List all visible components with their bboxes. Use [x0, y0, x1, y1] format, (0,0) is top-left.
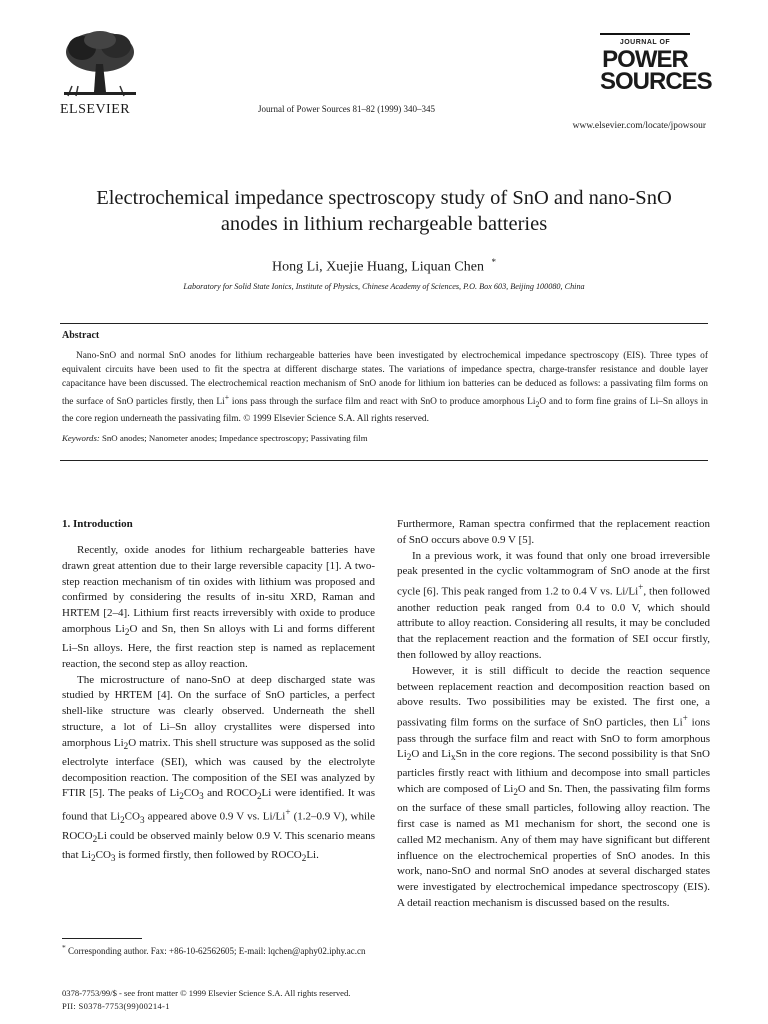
- right-column: [397, 517, 710, 912]
- abstract-bottom-rule: [60, 460, 708, 461]
- keywords-text: SnO anodes; Nanometer anodes; Impedance spectroscopy; Passivating film: [99, 433, 368, 443]
- corresponding-author-mark: *: [491, 257, 496, 267]
- copyright-line: 0378-7753/99/$ - see front matter © 1999 Elsevier Science S.A. All rights reserved.: [62, 988, 351, 998]
- abstract-heading: Abstract: [62, 330, 100, 341]
- title-line-1: Electrochemical impedance spectroscopy study of SnO and nano-SnO: [96, 187, 672, 209]
- pii-line: PII: S0378-7753(99)00214-1: [62, 1001, 170, 1011]
- left-column: [62, 543, 375, 867]
- corresponding-author-footnote: * Corresponding author. Fax: +86-10-62562605; E-mail: lqchen@aphy02.iphy.ac.cn: [62, 943, 366, 956]
- elsevier-tree-logo: [60, 30, 140, 100]
- journal-reference: Journal of Power Sources 81–82 (1999) 340–345: [258, 104, 435, 114]
- footnote-rule: [62, 938, 142, 939]
- title-line-2: anodes in lithium rechargeable batteries: [220, 213, 548, 235]
- abstract-top-rule: [60, 323, 708, 324]
- article-title: [60, 185, 708, 237]
- journal-logo-line1: POWER: [602, 46, 688, 73]
- journal-logo-line2: SOURCES: [600, 68, 712, 95]
- right-paragraph-0: Furthermore, Raman spectra confirmed that the replacement reaction of SnO occurs above 0.9 V [5].: [397, 518, 710, 546]
- author-names: Hong Li, Xuejie Huang, Liquan Chen: [272, 259, 484, 275]
- keywords-label: Keywords:: [62, 433, 100, 443]
- article-authors: [60, 257, 708, 276]
- right-paragraph-2: However, it is still difficult to decide the reaction sequence between replacement reaction and decomposition reaction based on above results. Two possibilities may be existed. The first one, a passivating film forms on the surface of SnO particles, then Li+ ions pass through the surface film and react with SnO to form amorphous $Li_2O$ and $Li_xSn$ in the core regions. The second possibility is that SnO particles firstly react with lithium and decompose into small particles which are composed of $Li_2O$ and Sn. Then, the passivating film forms on the surface of these small particles, following alloy reaction. The first case is named as M1 mechanism for short, the second one is called M2 mechanism. Any of them may have significant but different influence on the electrochemical properties of SnO anodes. In this work, nano-SnO and normal SnO anodes at several discharged states were investigated by electrochemical impedance spectroscopy (EIS). A detail reaction mechanism is discussed based on the results.: [397, 664, 710, 910]
- abstract-text: Nano-SnO and normal SnO anodes for lithium rechargeable batteries have been investigated by electrochemical impedance spectroscopy (EIS). Three types of equivalent circuits have been used to fit the spectra at different discharge states. The variations of impedance spectra, charge-transfer resistance and double layer capacitance have been discussed. The electrochemical reaction mechanism of SnO anode for lithium ion batteries can be deduced as follows: a passivating film forms on the surface of SnO particles firstly, then Li+ ions pass through the surface film and react with SnO to produce amorphous $Li_2O$ and to form fine grains of Li–Sn alloys in the core region underneath the passivating film. © 1999 Elsevier Science S.A. All rights reserved.: [62, 351, 708, 424]
- publisher-name: ELSEVIER: [60, 102, 131, 117]
- journal-url[interactable]: www.elsevier.com/locate/jpowsour: [572, 121, 706, 131]
- section-heading-introduction: 1. Introduction: [62, 518, 133, 530]
- keywords: [62, 433, 368, 443]
- left-paragraph-1: Recently, oxide anodes for lithium rechargeable batteries have drawn great attention due to their large reversible capacity [1]. A two-step reaction mechanism of tin oxides with lithium was proposed and confirmed by considering the results of in-situ XRD, Raman and HRTEM [2–4]. Lithium first reacts irreversibly with oxide to produce amorphous $Li_2O$ and Sn, then Sn alloys with Li and forms different Li–Sn alloys. Here, the first reaction step is named as replacement reaction, the second step as alloy reaction.: [62, 544, 375, 670]
- right-paragraph-1: In a previous work, it was found that only one broad irreversible peak presented in the cyclic voltammogram of SnO anode at the first cycle [6]. This peak ranged from 1.2 to 0.4 V vs. Li/Li+, then followed another reduction peak ranged from 0.4 to 0.0 V, which should attribute to alloy reaction. Considering all results, it may be concluded that the replacement reaction and the formation of SEI occur firstly, then followed by alloy reactions.: [397, 549, 710, 662]
- journal-logo: [600, 33, 712, 118]
- author-affiliation: Laboratory for Solid State Ionics, Institute of Physics, Chinese Academy of Sciences, P.O. Box 603, Beijing 100080, China: [183, 282, 585, 291]
- left-paragraph-2: The microstructure of nano-SnO at deep discharged state was studied by HRTEM [4]. On the surface of SnO particles, a perfect shell-like structure was clearly observed. Underneath the shell structure, a lot of Li–Sn alloy crystallites were dispersed into amorphous $Li_2O$ matrix. This shell structure was supposed as the solid electrolyte interface (SEI), which was caused by the electrolyte decomposition reaction. The composition of the SEI was analyzed by FTIR [5]. The peaks of $Li_2CO_3$ and $ROCO_2Li$ were identified. It was found that $Li_2CO_3$ appeared above 0.9 V vs. Li/Li+ (1.2–0.9 V), while $ROCO_2Li$ could be observed mainly below 0.9 V. This scenario means that $Li_2CO_3$ is formed firstly, then followed by $ROCO_2Li$.: [62, 673, 375, 864]
- journal-logo-small-text: JOURNAL OF: [619, 39, 671, 46]
